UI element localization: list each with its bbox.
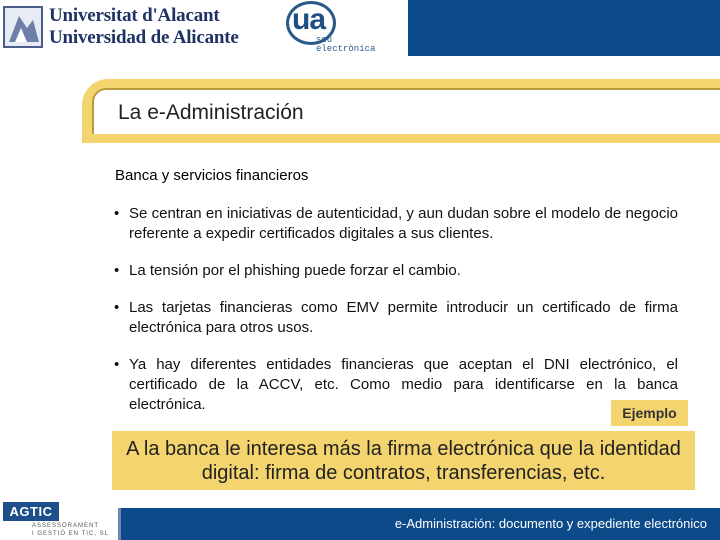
bullet-item [112, 355, 678, 415]
ejemplo-button[interactable]: Ejemplo [611, 400, 688, 426]
ua-logo-sub1: seu [316, 35, 333, 45]
header-band [408, 0, 720, 56]
bullet-text: Se centran en iniciativas de autenticidad, y aun dudan sobre el modelo de negocio referente a expedir certificados digitales a sus clientes. [129, 205, 678, 242]
ua-logo-letters: ua [292, 3, 326, 36]
ua-seu-logo [248, 0, 408, 56]
bullet-list [112, 204, 678, 415]
ua-logo-sub2: electrònica [316, 44, 376, 54]
bullet-text: Ya hay diferentes entidades financieras que aceptan el DNI electrónico, el certificado de la ACCV, etc. Como medio para identificarse en la banca electrónica. [129, 356, 678, 413]
bullet-icon: • [114, 205, 120, 222]
bullet-icon: • [114, 262, 120, 279]
footer-text: e-Administración: documento y expediente electrónico [394, 516, 707, 531]
bullet-text: La tensión por el phishing puede forzar el cambio. [129, 262, 461, 279]
slide-title: La e-Administración [118, 101, 304, 124]
section-heading: Banca y servicios financieros [115, 167, 309, 184]
university-logo [0, 0, 248, 56]
bullet-text: Las tarjetas financieras como EMV permite introducir un certificado de firma electrónica para otros usos. [129, 299, 678, 336]
header [0, 0, 720, 56]
university-name-spanish: Universidad de Alicante [49, 27, 239, 48]
university-emblem-icon [3, 6, 43, 48]
bullet-item [112, 261, 678, 281]
agtic-subtitle-1: ASSESSORAMENT [32, 523, 100, 529]
agtic-logo: AGTIC [3, 502, 59, 521]
footer-band [118, 508, 720, 540]
bullet-item [112, 204, 678, 244]
bullet-icon: • [114, 299, 120, 316]
bullet-icon: • [114, 356, 120, 373]
bullet-item [112, 298, 678, 338]
agtic-subtitle-2: I GESTIÓ EN TIC, SL [32, 531, 109, 537]
callout-box: A la banca le interesa más la firma electrónica que la identidad digital: firma de contratos, transferencias, etc. [112, 431, 695, 490]
university-name-valencian: Universitat d'Alacant [49, 5, 220, 26]
